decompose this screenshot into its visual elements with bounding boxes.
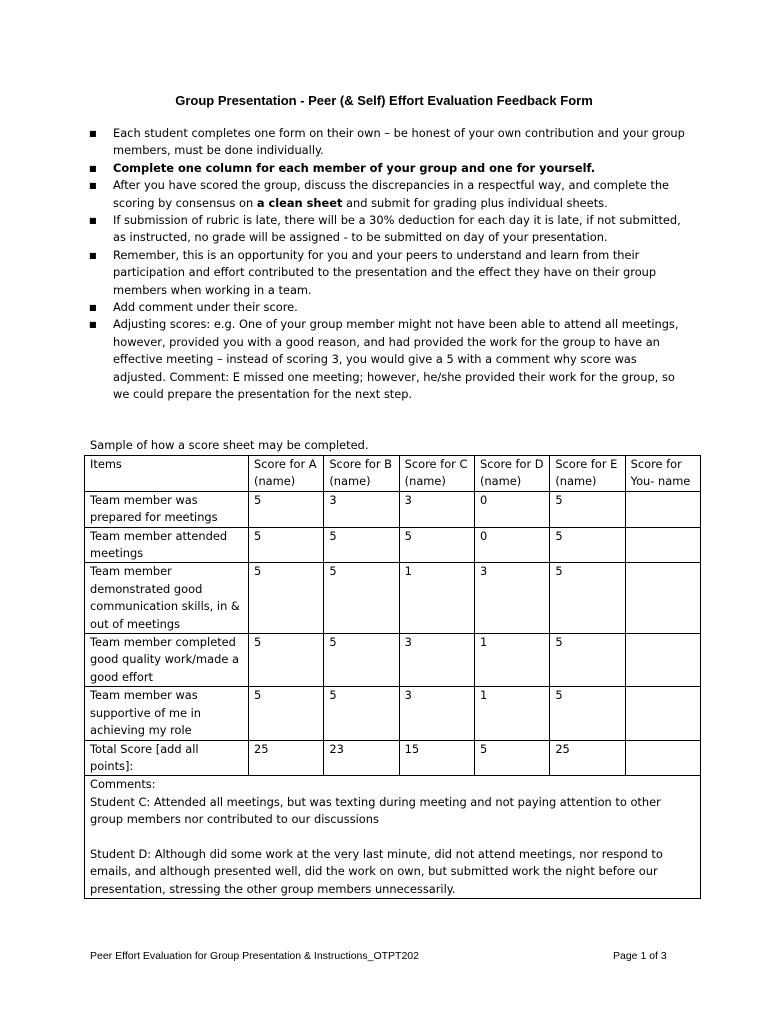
instruction-text: Add comment under their score.: [113, 300, 298, 315]
score-cell: 3: [474, 563, 549, 634]
bullet-icon: ■: [89, 163, 97, 173]
score-cell: 5: [399, 527, 474, 563]
item-cell: Team member was prepared for meetings: [85, 491, 249, 527]
table-header-row: [85, 456, 701, 492]
total-score-cell: 25: [249, 740, 324, 776]
column-header: Score for D (name): [474, 456, 549, 492]
total-score-cell: 23: [324, 740, 399, 776]
score-cell: 5: [324, 527, 399, 563]
item-cell: Team member attended meetings: [85, 527, 249, 563]
score-cell: 5: [249, 687, 324, 740]
bullet-icon: ■: [89, 250, 97, 260]
score-table: [84, 455, 701, 899]
table-row: [85, 687, 701, 740]
table-row: [85, 634, 701, 687]
score-cell: 5: [550, 687, 625, 740]
score-cell: 5: [324, 563, 399, 634]
instruction-text: If submission of rubric is late, there will be a 30% deduction for each day it is late, if not submitted, as instructed, no grade will be assigned - to be submitted on day of your presentation.: [113, 213, 681, 245]
instruction-item: [86, 299, 686, 316]
bullet-icon: ■: [89, 129, 97, 138]
score-cell: 5: [550, 634, 625, 687]
column-header: Score for E (name): [550, 456, 625, 492]
score-cell: 5: [550, 563, 625, 634]
column-header: Score for A (name): [249, 456, 324, 492]
comment-student-c: Student C: Attended all meetings, but was texting during meeting and not paying attention to other group members nor contributed to our discussions: [90, 794, 661, 827]
score-cell: [625, 563, 700, 634]
total-score-cell: 25: [550, 740, 625, 776]
column-header: Score for You- name: [625, 456, 700, 492]
comments-cell: [85, 776, 701, 899]
total-score-cell: 5: [474, 740, 549, 776]
score-cell: [625, 491, 700, 527]
score-cell: 3: [399, 491, 474, 527]
score-cell: 5: [550, 527, 625, 563]
table-caption: Sample of how a score sheet may be completed.: [90, 438, 369, 452]
score-cell: 5: [324, 687, 399, 740]
instruction-emphasis: a clean sheet: [256, 195, 343, 210]
score-cell: 3: [399, 687, 474, 740]
total-row: [85, 740, 701, 776]
score-cell: [625, 527, 700, 563]
instruction-item: [86, 212, 686, 247]
score-cell: 5: [249, 634, 324, 687]
score-cell: [625, 634, 700, 687]
bullet-icon: ■: [89, 303, 97, 313]
comment-student-d: Student D: Although did some work at the very last minute, did not attend meetings, nor respond to emails, and although presented well, did the work on own, but submitted work the night before our presentation, stressing the other group members unnecessarily.: [90, 846, 663, 896]
footer-document-name: Peer Effort Evaluation for Group Presentation & Instructions_OTPT202: [90, 950, 419, 962]
total-label: Total Score [add all points]:: [85, 740, 249, 776]
bullet-icon: ■: [89, 320, 97, 330]
instruction-text: and submit for grading plus individual sheets.: [342, 195, 608, 210]
score-cell: 5: [550, 491, 625, 527]
total-score-cell: 15: [399, 740, 474, 776]
total-score-cell: [625, 740, 700, 776]
score-cell: 5: [249, 527, 324, 563]
score-cell: 5: [249, 563, 324, 634]
comments-label: Comments:: [90, 777, 156, 792]
instruction-item: [86, 247, 686, 299]
footer-page-number: Page 1 of 3: [613, 950, 667, 962]
column-header: Items: [85, 456, 249, 492]
score-cell: 3: [399, 634, 474, 687]
bullet-icon: ■: [89, 181, 97, 191]
page-title: Group Presentation - Peer (& Self) Effort Evaluation Feedback Form: [175, 93, 593, 108]
item-cell: Team member was supportive of me in achieving my role: [85, 687, 249, 740]
score-cell: 1: [474, 634, 549, 687]
instruction-text: Adjusting scores: e.g. One of your group member might not have been able to attend all meetings, however, provided you with a good reason, and had provided the work for the group to have an effective meeting – instead of scoring 3, you would give a 5 with a comment why score was adjusted. Comment: E missed one meeting; however, he/she provided their work for the group, so we could prepare the presentation for the next step.: [113, 317, 679, 402]
column-header: Score for C (name): [399, 456, 474, 492]
score-cell: 1: [474, 687, 549, 740]
instruction-text: Complete one column for each member of your group and one for yourself.: [113, 160, 596, 175]
instruction-text: After you have scored the group, discuss the discrepancies in a respectful way, and complete the scoring by consensus on: [113, 178, 670, 210]
score-cell: 0: [474, 491, 549, 527]
score-cell: 5: [324, 634, 399, 687]
score-cell: 3: [324, 491, 399, 527]
instruction-text: Each student completes one form on their own – be honest of your own contribution and your group members, must be done individually.: [113, 126, 685, 158]
instruction-item: [86, 316, 686, 403]
item-cell: Team member completed good quality work/made a good effort: [85, 634, 249, 687]
score-cell: 0: [474, 527, 549, 563]
table-row: [85, 527, 701, 563]
instructions-list: [86, 125, 686, 404]
comment-spacer: [90, 829, 695, 846]
score-cell: 1: [399, 563, 474, 634]
instruction-text: Remember, this is an opportunity for you and your peers to understand and learn from their participation and effort contributed to the presentation and the effect they have on their group members when working in a team.: [113, 247, 657, 297]
comments-row: [85, 776, 701, 899]
table-row: [85, 563, 701, 634]
column-header: Score for B (name): [324, 456, 399, 492]
score-cell: [625, 687, 700, 740]
score-cell: 5: [249, 491, 324, 527]
table-row: [85, 491, 701, 527]
instruction-item: [86, 125, 686, 160]
instruction-item: [86, 177, 686, 212]
instruction-item: [86, 160, 686, 177]
bullet-icon: ■: [89, 216, 97, 226]
item-cell: Team member demonstrated good communication skills, in & out of meetings: [85, 563, 249, 634]
